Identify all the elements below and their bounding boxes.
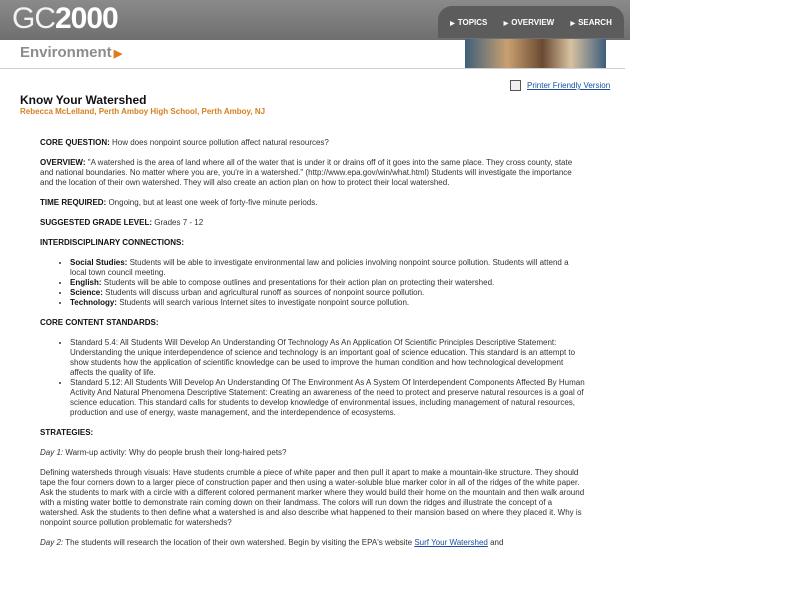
- lesson-title: Know Your Watershed: [20, 93, 147, 107]
- nav-search[interactable]: ▶ SEARCH: [570, 17, 612, 27]
- overview: OVERVIEW: "A watershed is the area of land where all of the water that is under it or drains off of it goes into the same place. They cross county, state and national boundaries. No matter where you are, you're in a watershed." (http://www.epa.gov/win/what.html) Students will investigate the importance and the location of their own watershed. They will also create an action plan on how to protect their local watershed.: [40, 158, 573, 187]
- day1: Day 1: Warm-up activity: Why do people brush their long-haired pets?: [40, 448, 287, 457]
- list-item: • English: Students will be able to compose outlines and presentations for their action plan on protecting their watershed.: [70, 278, 585, 288]
- banner-photo-collage: [465, 39, 606, 68]
- time-required: TIME REQUIRED: Ongoing, but at least one week of forty-five minute periods.: [40, 198, 318, 207]
- interdisciplinary-list: [40, 258, 585, 308]
- printer-icon: [510, 80, 521, 91]
- standards-heading: CORE CONTENT STANDARDS:: [40, 318, 159, 327]
- lesson-author: Rebecca McLelland, Perth Amboy High School, Perth Amboy, NJ: [20, 107, 266, 116]
- list-item: • Technology: Students will search various Internet sites to investigate nonpoint source pollution.: [70, 298, 585, 308]
- triangle-right-icon: ▶: [450, 20, 455, 27]
- surf-your-watershed-link[interactable]: Surf Your Watershed: [414, 538, 488, 547]
- defining-watersheds: Defining watersheds through visuals: Have students crumble a piece of white paper and then pull it apart to make a mountain-like structure. They should tape the four corners down to a larger piece of construction paper and then using a water-soluble blue marker color in all of the ridges of the white paper. Ask the students to mark with a circle with a different colored permanent marker where they would build their home on the mountain and then walk around with a misting water bottle to demonstrate rain coming down on their landmass. The colors will run down the ridges and illustrate the concept of a watershed. Ask the students to then define what a watershed is and also describe what happened to their mansion based on where they placed it. Why is nonpoint source pollution problematic for watersheds?: [40, 468, 585, 527]
- lesson-content: [40, 138, 585, 558]
- core-question: CORE QUESTION: How does nonpoint source pollution affect natural resources?: [40, 138, 329, 147]
- day2: Day 2: The students will research the location of their own watershed. Begin by visiting the EPA's website Surf Your Watershed and: [40, 538, 504, 547]
- strategies-heading: STRATEGIES:: [40, 428, 94, 437]
- printer-friendly-link[interactable]: Printer Friendly Version: [527, 81, 611, 90]
- list-item: • Standard 5.12: All Students Will Develop An Understanding Of The Environment As A System Of Interdependent Components Affected By Human Activity And Natural Phenomena Descriptive Statement: Creating an awareness of the need to protect and preserve natural resources is a goal of science education. This standard calls for students to develop knowledge of environmental issues, including management of natural resources, production and use of energy, waste management, and the interdependence of ecosystems.: [70, 378, 585, 418]
- site-header: [0, 0, 630, 40]
- interdisciplinary-heading: INTERDISCIPLINARY CONNECTIONS:: [40, 238, 185, 247]
- nav-topics[interactable]: ▶ TOPICS: [450, 17, 488, 27]
- nav-overview[interactable]: ▶ OVERVIEW: [503, 17, 555, 27]
- standards-list: [40, 338, 585, 418]
- top-navigation: [438, 6, 624, 38]
- list-item: • Social Studies: Students will be able to investigate environmental law and policies involving nonpoint source pollution. Students will attend a local town council meeting.: [70, 258, 585, 278]
- arrow-right-icon: ▶: [113, 48, 123, 60]
- printer-friendly: [510, 80, 610, 91]
- site-logo[interactable]: GC2000: [12, 2, 118, 35]
- list-item: • Science: Students will discuss urban and agricultural runoff as sources of nonpoint source pollution.: [70, 288, 585, 298]
- section-title[interactable]: Environment ▶: [20, 44, 123, 61]
- triangle-right-icon: ▶: [503, 20, 509, 27]
- triangle-right-icon: ▶: [570, 20, 576, 27]
- grade-level: SUGGESTED GRADE LEVEL: Grades 7 - 12: [40, 218, 204, 227]
- list-item: • Standard 5.4: All Students Will Develop An Understanding Of Technology As An Application Of Scientific Principles Descriptive Statement: Understanding the unique interdependence of science and technology is an important goal of science education. This standard is an attempt to show students how the application of scientific knowledge can be used to improve the human condition and how technological development affects the quality of life.: [70, 338, 585, 378]
